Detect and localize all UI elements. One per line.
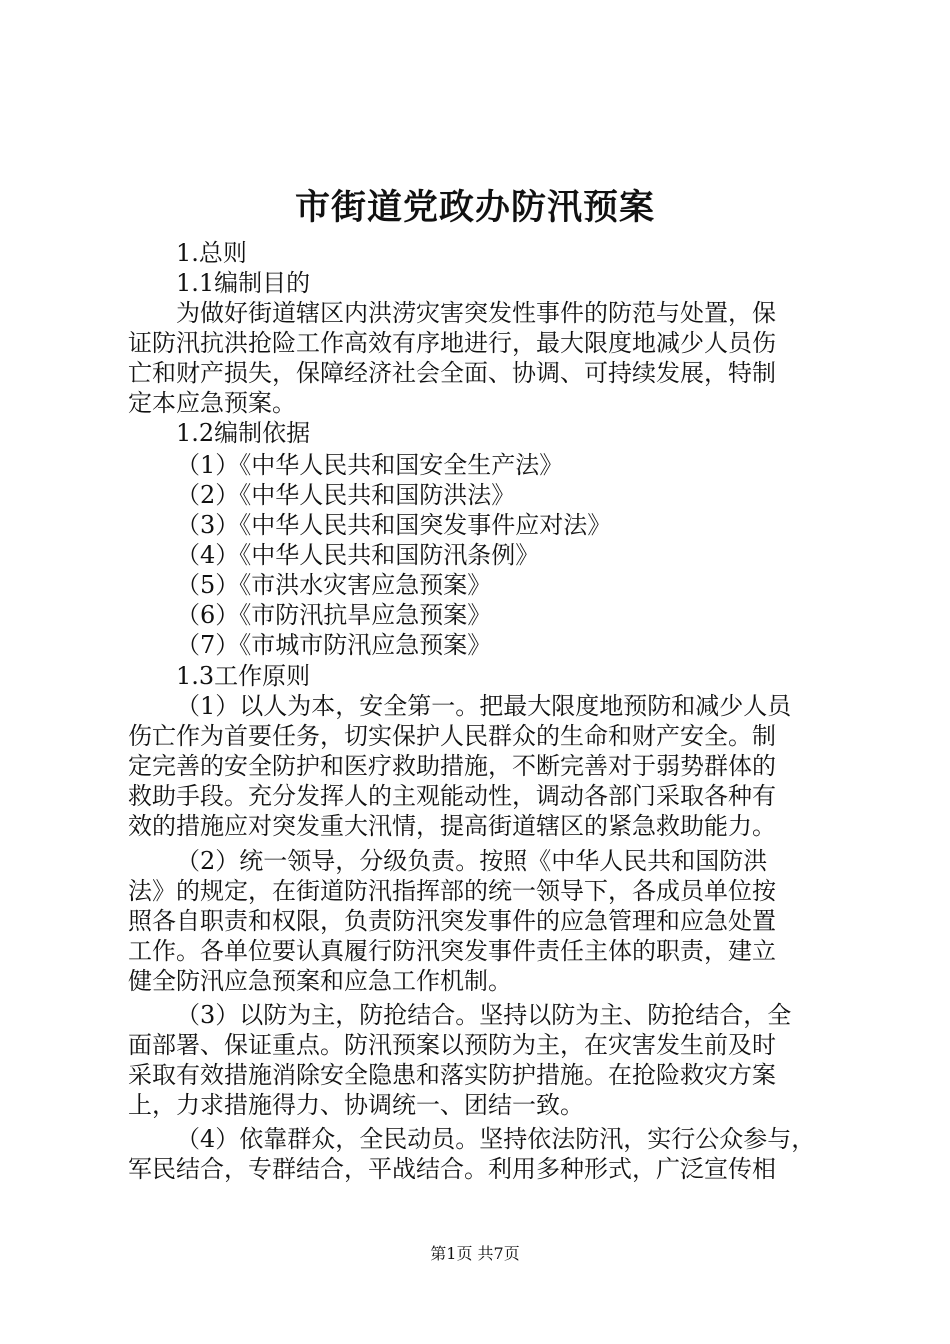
paragraph-line: 健全防汛应急预案和应急工作机制。 (128, 967, 512, 995)
basis-list-item: （6）《市防汛抗旱应急预案》 (176, 601, 492, 629)
paragraph-line: 法》的规定，在街道防汛指挥部的统一领导下，各成员单位按 (128, 877, 776, 905)
paragraph-line: 定完善的安全防护和医疗救助措施，不断完善对于弱势群体的 (128, 752, 776, 780)
document-title: 市街道党政办防汛预案 (294, 187, 655, 228)
basis-list-item: （4）《中华人民共和国防汛条例》 (176, 541, 540, 569)
page-number-footer: 第1页 共7页 (430, 1244, 520, 1263)
paragraph-line: 证防汛抗洪抢险工作高效有序地进行，最大限度地减少人员伤 (128, 329, 776, 357)
basis-list-item: （2）《中华人民共和国防洪法》 (176, 481, 516, 509)
paragraph-line: 救助手段。充分发挥人的主观能动性，调动各部门采取各种有 (128, 782, 776, 810)
paragraph-line: 效的措施应对突发重大汛情，提高街道辖区的紧急救助能力。 (128, 812, 776, 840)
heading-purpose: 1.1编制目的 (176, 269, 311, 297)
paragraph-line: 军民结合，专群结合，平战结合。利用多种形式，广泛宣传相 (128, 1155, 776, 1183)
paragraph-line: （3）以防为主，防抢结合。坚持以防为主、防抢结合，全 (176, 1001, 792, 1029)
heading-principles: 1.3工作原则 (176, 662, 311, 690)
paragraph-line: 照各自职责和权限，负责防汛突发事件的应急管理和应急处置 (128, 907, 776, 935)
basis-list-item: （1）《中华人民共和国安全生产法》 (176, 451, 564, 479)
paragraph-line: （1）以人为本，安全第一。把最大限度地预防和减少人员 (176, 692, 792, 720)
heading-basis: 1.2编制依据 (176, 419, 311, 447)
basis-list-item: （3）《中华人民共和国突发事件应对法》 (176, 511, 612, 539)
paragraph-line: （2）统一领导，分级负责。按照《中华人民共和国防洪 (176, 847, 768, 875)
paragraph-line: 伤亡作为首要任务，切实保护人民群众的生命和财产安全。制 (128, 722, 776, 750)
paragraph-line: 上，力求措施得力、协调统一、团结一致。 (128, 1091, 584, 1119)
paragraph-line: 采取有效措施消除安全隐患和落实防护措施。在抢险救灾方案 (128, 1061, 776, 1089)
paragraph-line: 为做好街道辖区内洪涝灾害突发性事件的防范与处置，保 (176, 299, 776, 327)
paragraph-line: 工作。各单位要认真履行防汛突发事件责任主体的职责，建立 (128, 937, 776, 965)
paragraph-line: 定本应急预案。 (128, 389, 296, 417)
paragraph-line: （4）依靠群众，全民动员。坚持依法防汛，实行公众参与， (176, 1125, 816, 1153)
basis-list-item: （5）《市洪水灾害应急预案》 (176, 571, 492, 599)
basis-list-item: （7）《市城市防汛应急预案》 (176, 631, 492, 659)
heading-general: 1.总则 (176, 239, 247, 267)
paragraph-line: 面部署、保证重点。防汛预案以预防为主，在灾害发生前及时 (128, 1031, 776, 1059)
paragraph-line: 亡和财产损失，保障经济社会全面、协调、可持续发展，特制 (128, 359, 776, 387)
